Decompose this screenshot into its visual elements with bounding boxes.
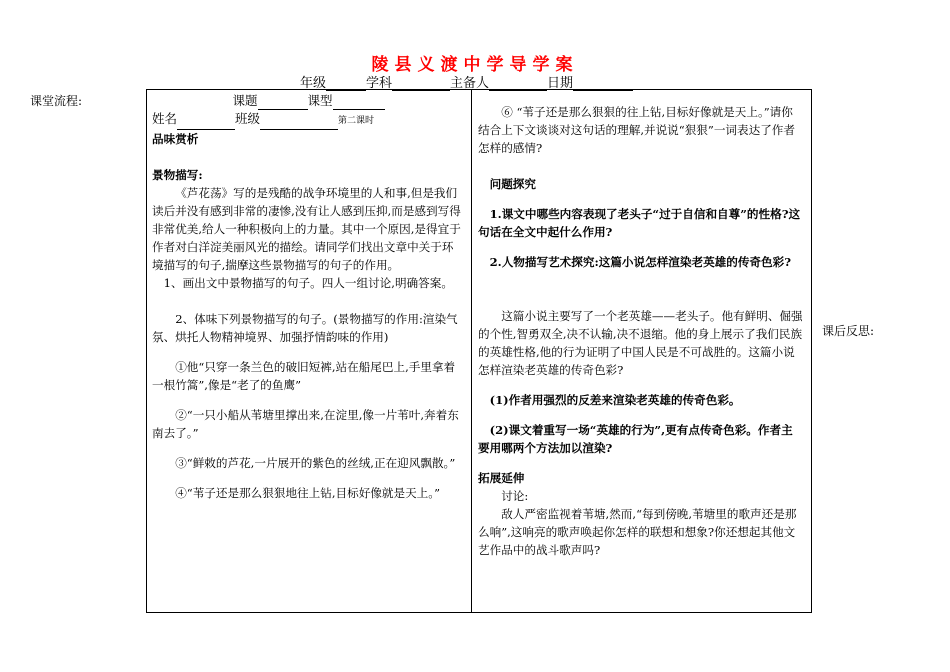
- column-divider: [471, 89, 472, 613]
- name-row: [152, 110, 465, 130]
- sentence-4: ④“苇子还是那么狠狠地往上钻,目标好像就是天上。”: [175, 486, 440, 500]
- question-2: 2.人物描写艺术探究:这篇小说怎样渲染老英雄的传奇色彩?: [489, 255, 792, 269]
- class-blank[interactable]: [260, 117, 338, 130]
- type-blank[interactable]: [333, 97, 385, 110]
- scenery-heading: 景物描写:: [152, 168, 203, 182]
- name-label: 姓名: [152, 111, 178, 126]
- left-column: [152, 92, 465, 502]
- extension-heading: 拓展延伸: [478, 471, 525, 485]
- subject-label: 学科: [366, 76, 393, 91]
- class-label: 班级: [235, 111, 261, 126]
- sentence-1: ①他“只穿一条兰色的破旧短裤,站在船尾巴上,手里拿着一根竹篙”,像是“老了的鱼鹰”: [152, 360, 456, 392]
- date-label: 日期: [547, 76, 574, 91]
- intro-paragraph: 《芦花荡》写的是残酷的战争环境里的人和事,但是我们读后并没有感到非常的凄惨,没有让人感到压抑,而是感到写得非常优美,给人一种积极向上的力量。其中一个原因,是得宜于作者对白洋淀美丽风光的描绘。请同学们找出文章中关于环境描写的句子,揣摩这些景物描写的句子的作用。: [152, 186, 461, 272]
- topic-blank[interactable]: [258, 97, 308, 110]
- page-title: 陵县义渡中学导学案: [371, 55, 579, 75]
- task-2: 2、体味下列景物描写的句子。(景物描写的作用:渲染气氛、烘托人物精神境界、加强抒情韵味的作用): [152, 312, 458, 344]
- discussion-label: 讨论:: [501, 489, 529, 503]
- sentence-3: ③“鲜敕的芦花,一片展开的紫色的丝绒,正在迎风飘散。”: [175, 456, 456, 470]
- section-appreciation: 品味赏析: [152, 132, 199, 146]
- grade-label: 年级: [300, 76, 327, 91]
- right-column: [478, 103, 803, 559]
- answer-2: (2)课文着重写一场“英雄的行为”,更有点传奇色彩。作者主要用哪两个方法加以渲染?: [478, 423, 793, 455]
- period-label: 第二课时: [338, 116, 375, 126]
- preparer-label: 主备人: [450, 76, 490, 91]
- class-process-label: 课堂流程:: [30, 94, 83, 108]
- question-1: 1.课文中哪些内容表现了老头子“过于自信和自尊”的性格?这句话在全文中起什么作用?: [478, 207, 801, 239]
- topic-label: 课题: [232, 93, 258, 108]
- reflection-label: 课后反思:: [822, 324, 875, 338]
- sentence-6: ⑥ “苇子还是那么狠狠的往上钻,目标好像就是天上。”请你结合上下文谈谈对这句话的理解,并说说“狠狠”一词表达了作者怎样的感情?: [478, 105, 795, 155]
- discussion-text: 敌人严密监视着苇塘,然而,“每到傍晚,苇塘里的歌声还是那么响”,这响亮的歌声唤起你怎样的联想和想象?你还想起其他文艺作品中的战斗歌声吗?: [478, 507, 797, 557]
- inquiry-heading: 问题探究: [489, 177, 536, 191]
- sentence-2: ②“一只小船从苇塘里撑出来,在淀里,像一片苇叶,奔着东南去了。”: [152, 408, 459, 440]
- topic-row: [152, 92, 465, 110]
- answer-1: (1)作者用强烈的反差来渲染老英雄的传奇色彩。: [489, 393, 741, 407]
- type-label: 课型: [307, 93, 333, 108]
- task-1: 1、画出文中景物描写的句子。四人一组讨论,明确答案。: [163, 276, 453, 290]
- name-blank[interactable]: [177, 117, 235, 130]
- hero-paragraph: 这篇小说主要写了一个老英雄——老头子。他有鲜明、倔强的个性,智勇双全,决不认输,决不退缩。他的身上展示了我们民族的英雄性格,他的行为证明了中国人民是不可战胜的。这篇小说怎样渲染老英雄的传奇色彩?: [478, 309, 803, 377]
